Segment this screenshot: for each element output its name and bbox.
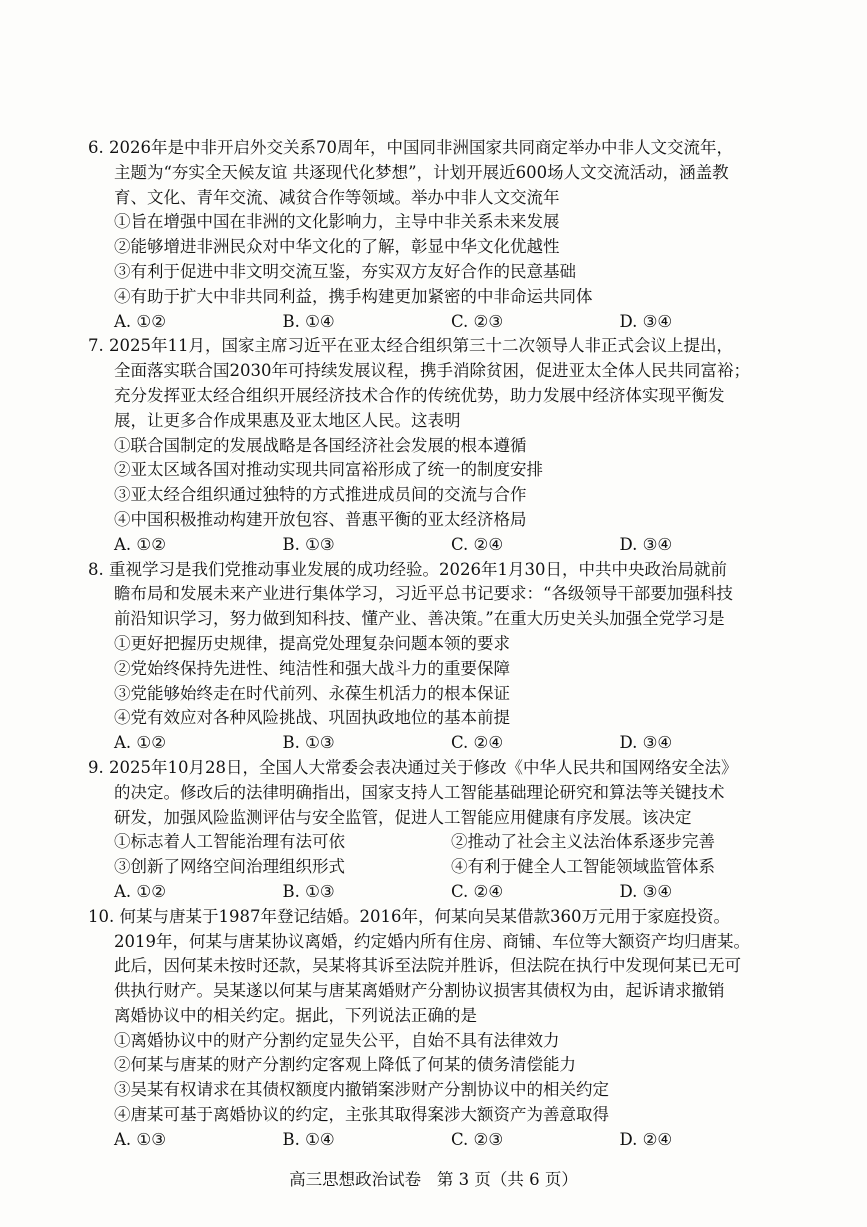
- statement-option: ②何某与唐某的财产分割约定客观上降低了何某的债务清偿能力: [114, 1055, 576, 1075]
- choice-c: C. ②④: [451, 733, 504, 753]
- choice-c: C. ②③: [451, 1129, 504, 1149]
- choice-c: C. ②③: [451, 311, 504, 331]
- choice-b: B. ①③: [282, 881, 335, 901]
- statement-option: ④唐某可基于离婚协议的约定，主张其取得案涉大额资产为善意取得: [114, 1105, 609, 1125]
- choice-b: B. ①③: [282, 733, 335, 753]
- question-stem-line: 10. 何某与唐某于1987年登记结婚。2016年，何某向吴某借款360万元用于家庭投资。: [88, 906, 730, 926]
- statement-option: ①离婚协议中的财产分割约定显失公平，自始不具有法律效力: [114, 1030, 560, 1050]
- question-stem-line: 充分发挥亚太经合组织开展经济技术合作的传统优势，助力发展中经济体实现平衡发: [114, 385, 725, 405]
- choice-a: A. ①②: [114, 881, 166, 901]
- question-stem-line: 8. 重视学习是我们党推动事业发展的成功经验。2026年1月30日，中共中央政治局就前: [88, 559, 727, 579]
- choice-d: D. ③④: [619, 733, 673, 753]
- statement-option: ①标志着人工智能治理有法可依: [114, 832, 345, 852]
- answer-choices: [88, 310, 788, 335]
- question-10: [88, 905, 788, 1153]
- statement-option: ④有利于健全人工智能领域监管体系: [451, 857, 715, 877]
- choice-d: D. ②④: [619, 1129, 673, 1149]
- question-stem-line: 供执行财产。吴某遂以何某与唐某离婚财产分割协议损害其债权为由，起诉请求撤销: [114, 981, 725, 1001]
- statement-option: ④中国积极推动构建开放包容、普惠平衡的亚太经济格局: [114, 509, 527, 529]
- choice-b: B. ①④: [282, 311, 335, 331]
- statement-option: ②亚太区域各国对推动实现共同富裕形成了统一的制度安排: [114, 460, 543, 480]
- choice-a: A. ①②: [114, 534, 166, 554]
- question-stem-line: 此后，因何某未按时还款，吴某将其诉至法院并胜诉，但法院在执行中发现何某已无可: [114, 956, 741, 976]
- question-stem-line: 全面落实联合国2030年可持续发展议程，携手消除贫困，促进亚太全体人民共同富裕；: [114, 361, 750, 381]
- choice-a: A. ①③: [114, 1129, 166, 1149]
- choice-c: C. ②④: [451, 881, 504, 901]
- statement-option: ③党能够始终走在时代前列、永葆生机活力的根本保证: [114, 683, 510, 703]
- answer-choices: [88, 880, 788, 905]
- answer-choices: [88, 731, 788, 756]
- page-footer: 高三思想政治试卷 第 3 页（共 6 页）: [289, 1170, 578, 1189]
- question-stem-line: 离婚协议中的相关约定。据此，下列说法正确的是: [114, 1005, 477, 1025]
- statement-option: ④有助于扩大中非共同利益，携手构建更加紧密的中非命运共同体: [114, 286, 593, 306]
- answer-choices: [88, 533, 788, 558]
- statement-option: ②党始终保持先进性、纯洁性和强大战斗力的重要保障: [114, 658, 510, 678]
- question-stem-line: 2019年，何某与唐某协议离婚，约定婚内所有住房、商铺、车位等大额资产均归唐某。: [114, 931, 750, 951]
- choice-b: B. ①④: [282, 1129, 335, 1149]
- question-stem-line: 主题为“夯实全天候友谊 共逐现代化梦想”，计划开展近600场人文交流活动，涵盖教: [114, 162, 729, 182]
- question-stem-line: 6. 2026年是中非开启外交关系70周年，中国同非洲国家共同商定举办中非人文交流年，: [88, 138, 733, 157]
- statement-option: ②推动了社会主义法治体系逐步完善: [451, 832, 715, 852]
- question-7: [88, 334, 788, 557]
- question-8: [88, 558, 788, 756]
- question-stem-line: 的决定。修改后的法律明确指出，国家支持人工智能基础理论研究和算法等关键技术: [114, 782, 725, 802]
- choice-d: D. ③④: [619, 881, 673, 901]
- question-stem-line: 9. 2025年10月28日，全国人大常委会表决通过关于修改《中华人民共和国网络安全法》: [88, 757, 738, 777]
- statement-option: ①旨在增强中国在非洲的文化影响力，主导中非关系未来发展: [114, 212, 560, 232]
- answer-choices: [88, 1128, 788, 1153]
- statement-option: ②能够增进非洲民众对中华文化的了解，彰显中华文化优越性: [114, 237, 560, 257]
- statement-option: ④党有效应对各种风险挑战、巩固执政地位的基本前提: [114, 708, 510, 728]
- question-9: [88, 756, 788, 905]
- choice-d: D. ③④: [619, 311, 673, 331]
- statement-option-row: [88, 830, 788, 855]
- choice-b: B. ①③: [282, 534, 335, 554]
- choice-d: D. ③④: [619, 534, 673, 554]
- question-stem-line: 前沿知识学习，努力做到知科技、懂产业、善决策。”在重大历史关头加强全党学习是: [114, 609, 725, 629]
- statement-option: ①更好把握历史规律，提高党处理复杂问题本领的要求: [114, 633, 510, 653]
- question-6: [88, 136, 788, 334]
- choice-c: C. ②④: [451, 534, 504, 554]
- question-stem-line: 研发，加强风险监测评估与安全监管，促进人工智能应用健康有序发展。该决定: [114, 807, 692, 827]
- statement-option-row: [88, 855, 788, 880]
- question-stem-line: 瞻布局和发展未来产业进行集体学习，习近平总书记要求：“各级领导干部要加强科技: [114, 584, 733, 604]
- question-stem-line: 展，让更多合作成果惠及亚太地区人民。这表明: [114, 410, 461, 430]
- statement-option: ③创新了网络空间治理组织形式: [114, 857, 345, 877]
- exam-page-content: [88, 136, 788, 1153]
- question-stem-line: 7. 2025年11月，国家主席习近平在亚太经合组织第三十二次领导人非正式会议上提出，: [88, 336, 733, 356]
- statement-option: ③吴某有权请求在其债权额度内撤销案涉财产分割协议中的相关约定: [114, 1080, 609, 1100]
- question-stem-line: 育、文化、青年交流、减贫合作等领域。举办中非人文交流年: [114, 187, 560, 207]
- choice-a: A. ①②: [114, 311, 166, 331]
- statement-option: ③有利于促进中非文明交流互鉴，夯实双方友好合作的民意基础: [114, 261, 576, 281]
- statement-option: ①联合国制定的发展战略是各国经济社会发展的根本遵循: [114, 435, 527, 455]
- choice-a: A. ①②: [114, 733, 166, 753]
- statement-option: ③亚太经合组织通过独特的方式推进成员间的交流与合作: [114, 485, 527, 505]
